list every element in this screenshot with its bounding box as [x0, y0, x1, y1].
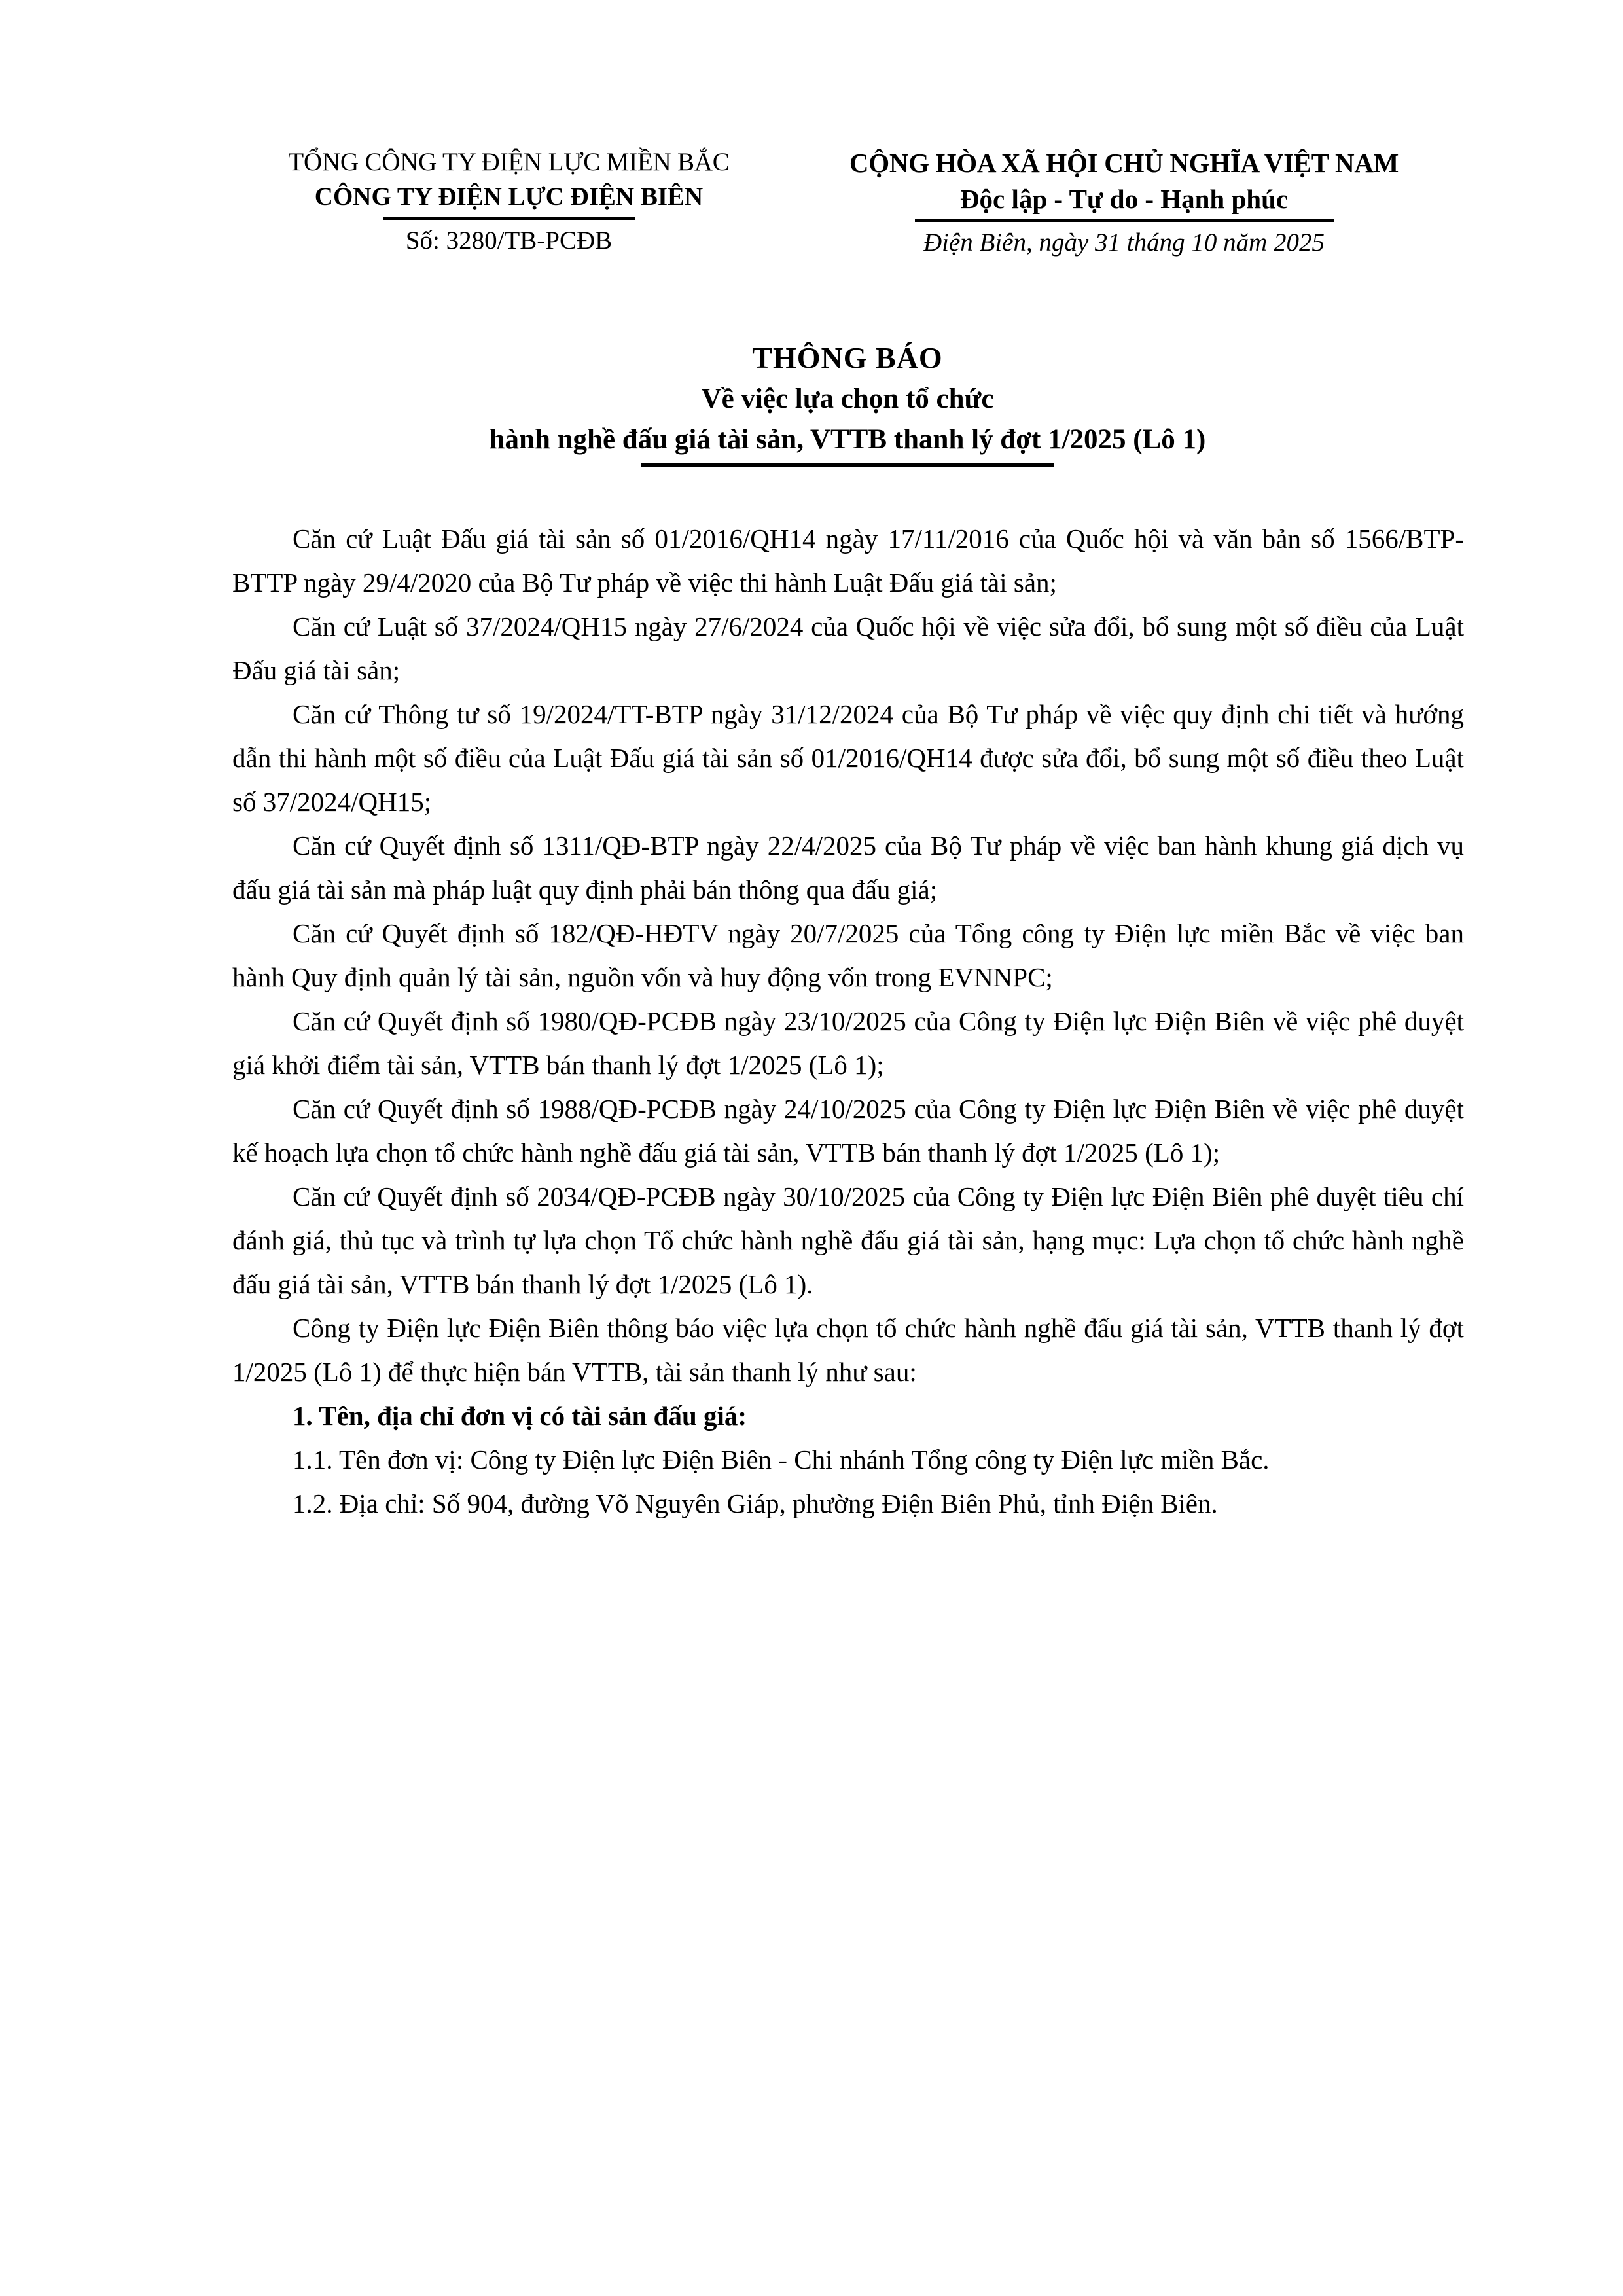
section-heading-1: 1. Tên, địa chỉ đơn vị có tài sản đấu giá: — [293, 1401, 747, 1431]
organization-name: CÔNG TY ĐIỆN LỰC ĐIỆN BIÊN — [314, 183, 704, 211]
parent-organization-name: TỔNG CÔNG TY ĐIỆN LỰC MIỀN BẮC — [288, 148, 730, 176]
document-body — [232, 517, 1464, 1526]
issuing-organization-block — [232, 145, 785, 259]
paragraph-legal-basis-1: Căn cứ Luật Đấu giá tài sản số 01/2016/QH14 ngày 17/11/2016 của Quốc hội và văn bản số 1566/BTP-BTTP ngày 29/4/2020 của Bộ Tư pháp về việc thi hành Luật Đấu giá tài sản; — [232, 524, 1464, 598]
paragraph-announcement: Công ty Điện lực Điện Biên thông báo việc lựa chọn tổ chức hành nghề đấu giá tài sản, VTTB thanh lý đợt 1/2025 (Lô 1) để thực hiện bán VTTB, tài sản thanh lý như sau: — [232, 1313, 1464, 1387]
organization-underline-rule — [383, 217, 635, 220]
national-motto: Độc lập - Tự do - Hạnh phúc — [959, 184, 1289, 214]
document-subject-line-1: Về việc lựa chọn tổ chức — [701, 384, 994, 414]
document-header — [232, 145, 1463, 261]
document-subject-line-2: hành nghề đấu giá tài sản, VTTB thanh lý đợt 1/2025 (Lô 1) — [489, 424, 1206, 455]
document-number: Số: 3280/TB-PCĐB — [405, 226, 613, 255]
item-1-2-address: 1.2. Địa chỉ: Số 904, đường Võ Nguyên Giáp, phường Điện Biên Phủ, tỉnh Điện Biên. — [293, 1488, 1218, 1518]
paragraph-legal-basis-2: Căn cứ Luật số 37/2024/QH15 ngày 27/6/2024 của Quốc hội về việc sửa đổi, bổ sung một số điều của Luật Đấu giá tài sản; — [232, 611, 1464, 685]
national-heading-block — [785, 145, 1463, 261]
paragraph-legal-basis-3: Căn cứ Thông tư số 19/2024/TT-BTP ngày 31/12/2024 của Bộ Tư pháp về việc quy định chi tiết và hướng dẫn thi hành một số điều của Luật Đấu giá tài sản số 01/2016/QH14 được sửa đổi, bổ sung một số điều theo Luật số 37/2024/QH15; — [232, 699, 1464, 817]
item-1-1-unit-name: 1.1. Tên đơn vị: Công ty Điện lực Điện Biên - Chi nhánh Tổng công ty Điện lực miền Bắc. — [293, 1444, 1270, 1475]
national-title: CỘNG HÒA XÃ HỘI CHỦ NGHĨA VIỆT NAM — [849, 148, 1399, 178]
paragraph-legal-basis-8: Căn cứ Quyết định số 2034/QĐ-PCĐB ngày 30/10/2025 của Công ty Điện lực Điện Biên phê duyệt tiêu chí đánh giá, thủ tục và trình tự lựa chọn Tổ chức hành nghề đấu giá tài sản, hạng mục: Lựa chọn tổ chức hành nghề đấu giá tài sản, VTTB bán thanh lý đợt 1/2025 (Lô 1). — [232, 1181, 1464, 1299]
paragraph-legal-basis-7: Căn cứ Quyết định số 1988/QĐ-PCĐB ngày 24/10/2025 của Công ty Điện lực Điện Biên về việc phê duyệt kế hoạch lựa chọn tổ chức hành nghề đấu giá tài sản, VTTB bán thanh lý đợt 1/2025 (Lô 1); — [232, 1094, 1464, 1168]
paragraph-legal-basis-5: Căn cứ Quyết định số 182/QĐ-HĐTV ngày 20/7/2025 của Tổng công ty Điện lực miền Bắc về việc ban hành Quy định quản lý tài sản, nguồn vốn và huy động vốn trong EVNNPC; — [232, 918, 1464, 992]
national-motto-underline-rule — [915, 219, 1334, 222]
place-and-date: Điện Biên, ngày 31 tháng 10 năm 2025 — [923, 228, 1325, 257]
document-title-block — [232, 337, 1463, 467]
paragraph-legal-basis-4: Căn cứ Quyết định số 1311/QĐ-BTP ngày 22/4/2025 của Bộ Tư pháp về việc ban hành khung giá dịch vụ đấu giá tài sản mà pháp luật quy định phải bán thông qua đấu giá; — [232, 831, 1464, 905]
document-type-title: THÔNG BÁO — [752, 341, 943, 374]
title-underline-rule — [641, 463, 1054, 467]
paragraph-legal-basis-6: Căn cứ Quyết định số 1980/QĐ-PCĐB ngày 23/10/2025 của Công ty Điện lực Điện Biên về việc phê duyệt giá khởi điểm tài sản, VTTB bán thanh lý đợt 1/2025 (Lô 1); — [232, 1006, 1464, 1080]
